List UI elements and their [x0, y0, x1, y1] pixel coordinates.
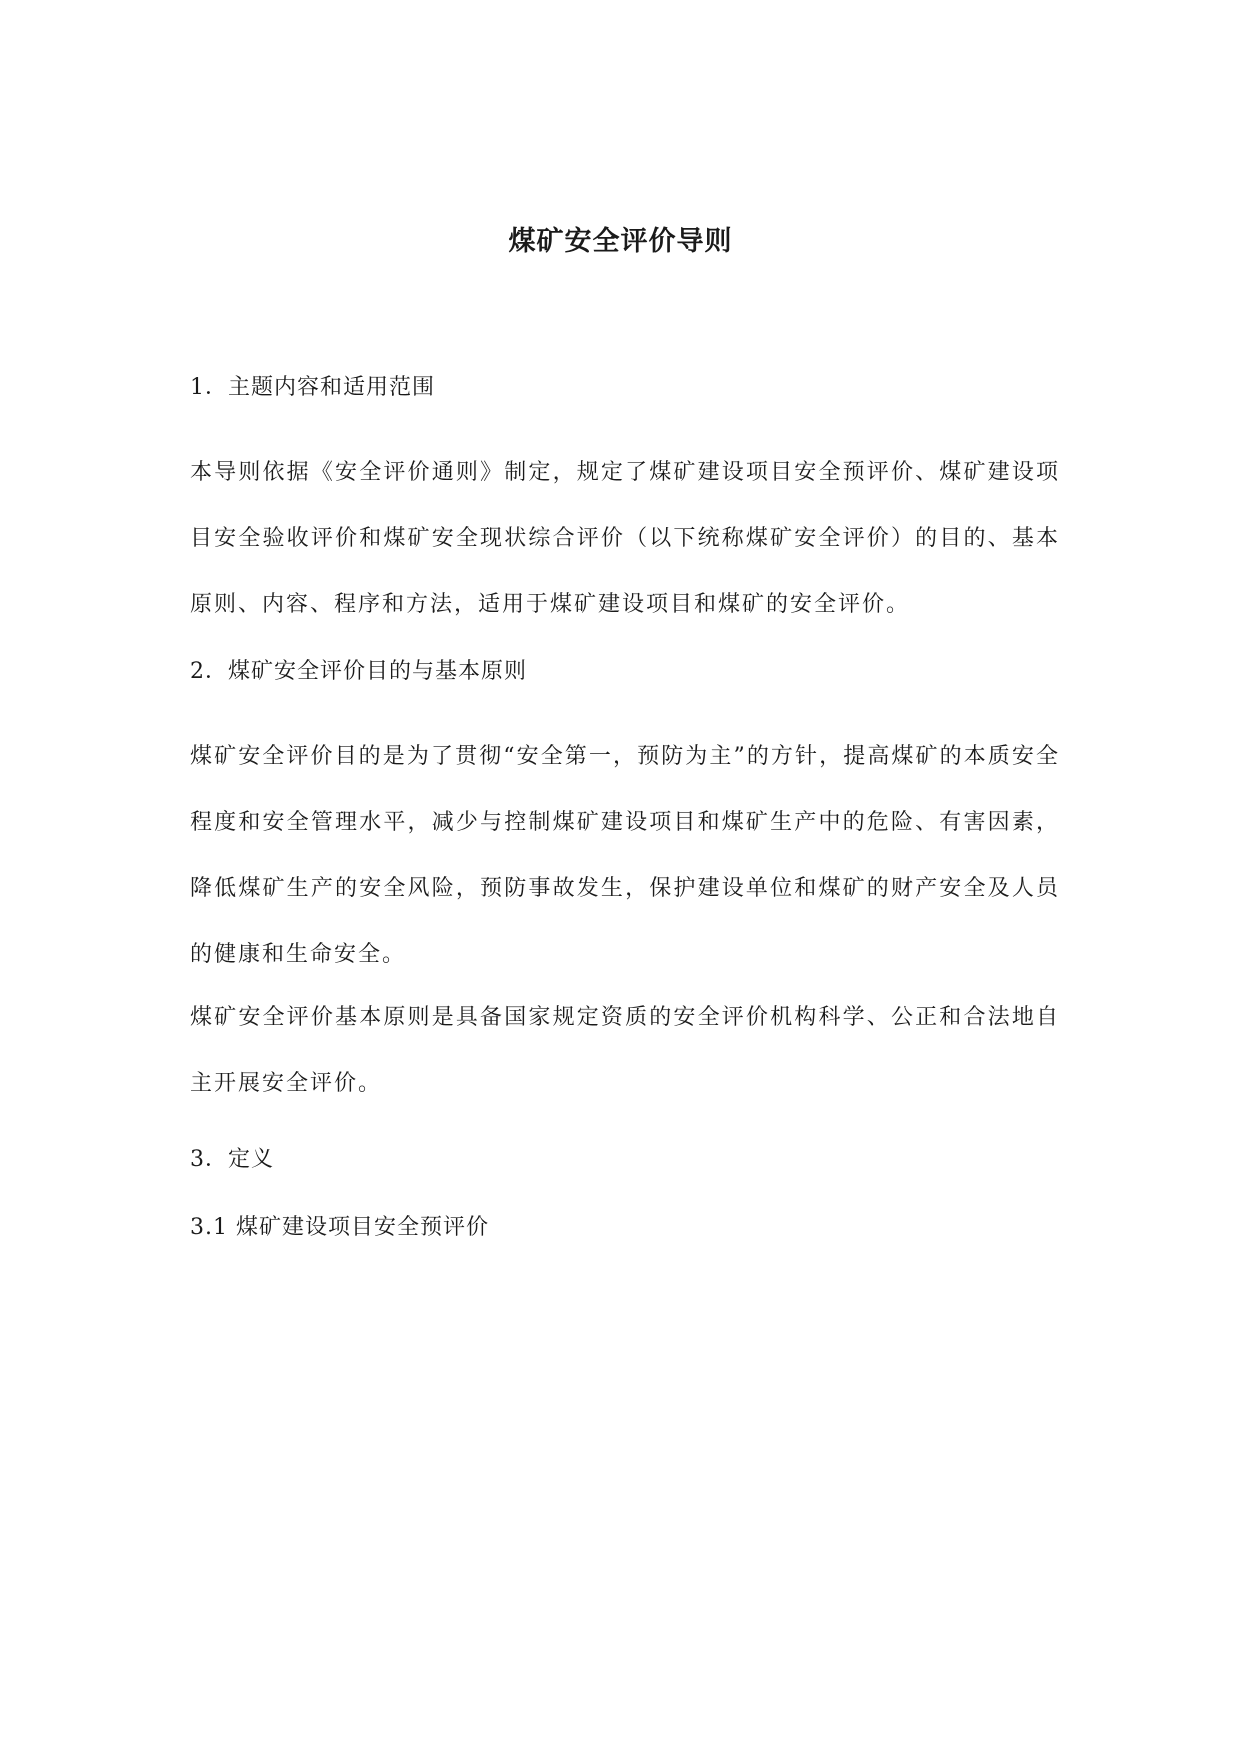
section-3-heading: 3．定义: [190, 1147, 274, 1172]
document-title: 煤矿安全评价导则: [508, 226, 733, 257]
section-1-paragraph: 本导则依据《安全评价通则》制定，规定了煤矿建设项目安全预评价、煤矿建设项目安全验收评价和煤矿安全现状综合评价（以下统称煤矿安全评价）的目的、基本原则、内容、程序和方法，适用于煤矿建设项目和煤矿的安全评价。: [190, 460, 1060, 617]
section-2-paragraph-principle: 煤矿安全评价基本原则是具备国家规定资质的安全评价机构科学、公正和合法地自主开展安全评价。: [190, 1005, 1060, 1096]
section-2-paragraph-purpose: 煤矿安全评价目的是为了贯彻“安全第一，预防为主”的方针，提高煤矿的本质安全程度和安全管理水平，减少与控制煤矿建设项目和煤矿生产中的危险、有害因素，降低煤矿生产的安全风险，预防事故发生，保护建设单位和煤矿的财产安全及人员的健康和生命安全。: [190, 744, 1060, 967]
section-1-heading: 1．主题内容和适用范围: [190, 375, 435, 400]
section-3-1-heading: 3.1 煤矿建设项目安全预评价: [190, 1215, 489, 1240]
section-2-heading: 2．煤矿安全评价目的与基本原则: [190, 659, 527, 684]
